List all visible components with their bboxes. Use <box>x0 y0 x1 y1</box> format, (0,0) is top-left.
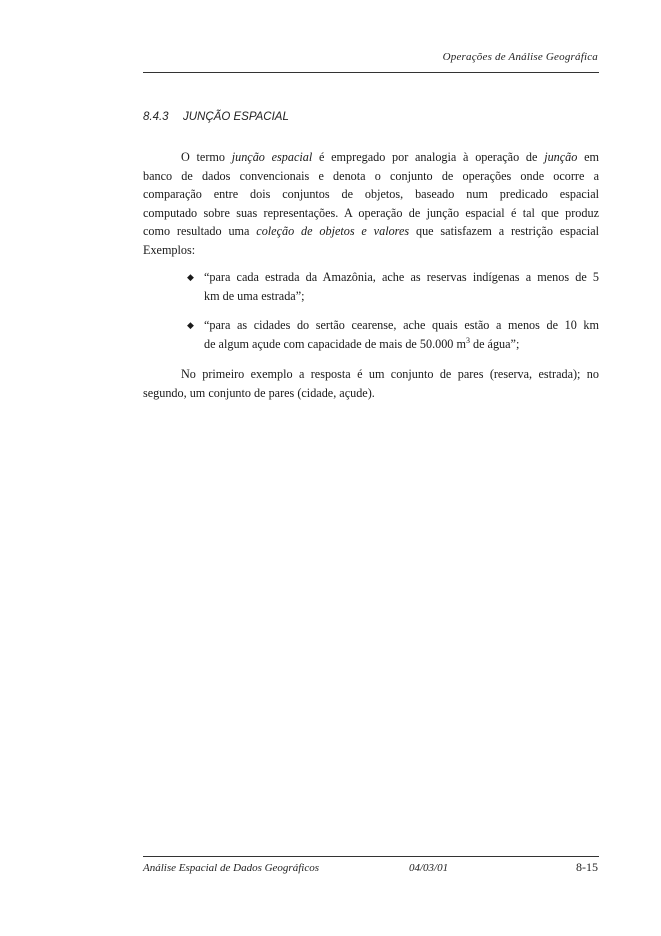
emphasis-term: coleção de objetos e valores <box>256 224 410 238</box>
paragraph-line: segundo, um conjunto de pares (cidade, açude). <box>143 385 375 400</box>
text-run: como resultado uma <box>143 224 257 238</box>
emphasis-term: junção <box>544 150 578 164</box>
paragraph-line <box>143 148 599 167</box>
list-line: km de uma estrada”; <box>204 288 305 303</box>
bullet-diamond-icon: ◆ <box>187 320 194 330</box>
paragraph-line <box>143 365 599 384</box>
bullet-diamond-icon: ◆ <box>187 272 194 282</box>
list-item-text <box>204 268 599 305</box>
list-item-text <box>204 316 599 353</box>
superscript: 3 <box>465 335 470 345</box>
emphasis-term: junção espacial <box>231 150 313 164</box>
text-run: que satisfazem a restrição espacial <box>409 224 600 238</box>
header-rule <box>143 72 599 73</box>
text-run: No primeiro exemplo a resposta é um conjunto de pares (reserva, estrada); no <box>181 367 599 381</box>
footer-date: 04/03/01 <box>409 862 449 874</box>
list-line <box>204 335 599 354</box>
running-header: Operações de Análise Geográfica <box>442 51 598 63</box>
paragraph-conclusion <box>143 365 599 402</box>
text-run: em <box>577 150 599 164</box>
section-heading <box>143 111 289 123</box>
list-line: “para as cidades do sertão cearense, ache quais estão a menos de 10 km <box>204 318 599 332</box>
text-run: de água”; <box>469 336 520 351</box>
footer-book-title: Análise Espacial de Dados Geográficos <box>143 862 319 874</box>
paragraph-line: Exemplos: <box>143 242 196 257</box>
paragraph-line: computado sobre suas representações. A operação de junção espacial é tal que produz <box>143 205 599 220</box>
paragraph-line: comparação entre dois conjuntos de objetos, baseado num predicado espacial <box>143 187 599 201</box>
paragraph-line: banco de dados convencionais e denota o conjunto de operações onde ocorre a <box>143 168 599 183</box>
text-run: de algum açude com capacidade de mais de 50.000 m <box>204 336 466 351</box>
text-run: é empregado por analogia à operação de <box>312 150 545 164</box>
page-number: 8-15 <box>576 860 598 874</box>
list-line: “para cada estrada da Amazônia, ache as reservas indígenas a menos de 5 <box>204 270 599 284</box>
footer-rule <box>143 856 599 857</box>
text-run: O termo <box>181 150 232 164</box>
paragraph-line <box>143 222 599 241</box>
section-number: 8.4.3 <box>143 111 169 123</box>
paragraph-definition <box>143 148 599 259</box>
section-title: JUNÇÃO ESPACIAL <box>183 111 289 123</box>
